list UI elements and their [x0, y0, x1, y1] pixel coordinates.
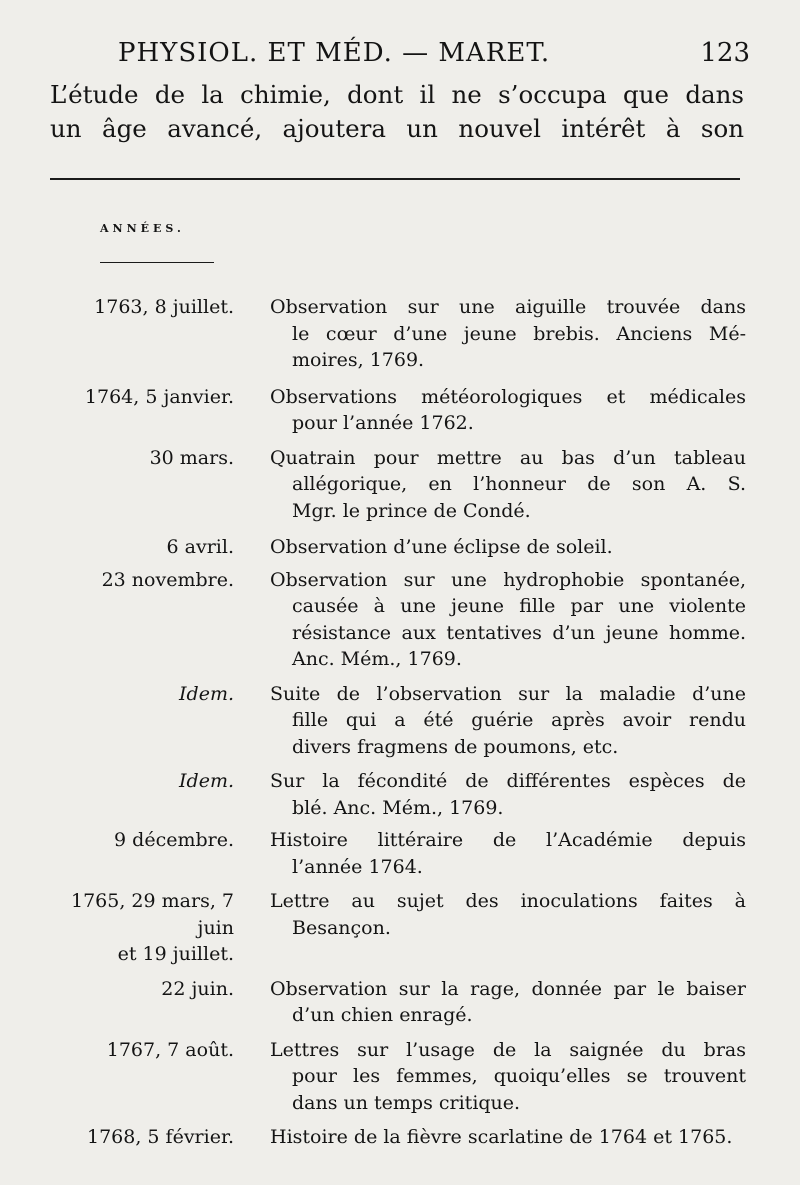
entry-date	[50, 384, 240, 437]
entry-description-line: Observation sur une aiguille trouvée dans	[270, 296, 746, 318]
entry-description-line: Observation d’une éclipse de soleil.	[270, 536, 613, 558]
entry-date	[50, 445, 240, 525]
list-item	[50, 534, 746, 561]
entry-description	[270, 1037, 746, 1117]
entry-date-line: 6 avril.	[166, 536, 234, 558]
section-divider	[50, 178, 740, 180]
entry-date	[50, 976, 240, 1029]
entry-description	[270, 681, 746, 761]
list-item	[50, 888, 746, 968]
intro-line: L’étude de la chimie, dont il ne s’occupa que dans	[50, 80, 744, 109]
entry-description-line: Suite de l’observation sur la maladie d’une	[270, 682, 746, 705]
entry-date-line: 22 juin.	[161, 977, 234, 1000]
entry-description-line: l’année 1764.	[292, 855, 423, 878]
intro-paragraph	[50, 78, 744, 146]
entry-description-line: fille qui a été guérie après avoir rendu	[292, 709, 746, 731]
entry-description-line: dans un temps critique.	[292, 1091, 521, 1114]
entry-date-line: 23 novembre.	[101, 568, 234, 591]
list-item	[50, 294, 746, 374]
entry-date	[50, 1037, 240, 1117]
entry-description-line: le cœur d’une jeune brebis. Anciens Mé-	[292, 322, 746, 345]
entry-description	[270, 1124, 746, 1151]
entry-date-line: et 19 juillet.	[117, 943, 234, 965]
entry-description-line: pour l’année 1762.	[292, 412, 474, 434]
running-header	[118, 38, 750, 68]
entry-description-line: divers fragmens de poumons, etc.	[292, 735, 619, 758]
entry-date	[50, 768, 240, 821]
list-item	[50, 384, 746, 437]
entry-description-line: Besançon.	[292, 916, 391, 939]
entry-description-line: Observations météorologiques et médicales	[270, 385, 746, 408]
list-item	[50, 768, 746, 821]
entry-date	[50, 827, 240, 880]
entry-description-line: moires, 1769.	[292, 349, 425, 371]
page-number: 123	[700, 38, 750, 68]
entry-description-line: Sur la fécondité de différentes espèces de	[270, 770, 746, 792]
entry-date-line: 1764, 5 janvier.	[84, 385, 234, 408]
entry-description	[270, 567, 746, 673]
list-item	[50, 567, 746, 673]
entry-description-line: d’un chien enragé.	[292, 1004, 473, 1026]
entry-date	[50, 1124, 240, 1151]
entry-description	[270, 534, 746, 561]
list-item	[50, 1124, 746, 1151]
entry-description	[270, 294, 746, 374]
entry-description-line: pour les femmes, quoiqu’elles se trouvent	[292, 1065, 746, 1087]
entry-description-line: Quatrain pour mettre au bas d’un tableau	[270, 446, 746, 469]
list-item	[50, 445, 746, 525]
entry-date-line: Idem.	[179, 770, 234, 792]
entry-description-line: Histoire de la fièvre scarlatine de 1764 et 1765.	[270, 1126, 733, 1148]
entry-description-line: Anc. Mém., 1769.	[292, 648, 462, 670]
entry-description-line: Mgr. le prince de Condé.	[292, 499, 531, 522]
entry-description	[270, 384, 746, 437]
entry-description-line: Observation sur la rage, donnée par le baiser	[270, 977, 746, 1000]
entry-date-line: 30 mars.	[149, 446, 234, 469]
entry-description	[270, 976, 746, 1029]
entry-description-line: Lettres sur l’usage de la saignée du bras	[270, 1038, 746, 1061]
list-item	[50, 827, 746, 880]
entry-date-line: 9 décembre.	[114, 829, 234, 851]
entry-description-line: Lettre au sujet des inoculations faites à	[270, 890, 746, 912]
entry-description-line: Histoire littéraire de l’Académie depuis	[270, 829, 746, 851]
intro-line: un âge avancé, ajoutera un nouvel intérêt à son	[50, 114, 744, 143]
bibliography-list	[50, 286, 746, 1151]
entry-description-line: allégorique, en l’honneur de son A. S.	[292, 473, 746, 495]
entry-date	[50, 681, 240, 761]
entry-date	[50, 888, 240, 968]
entry-date	[50, 567, 240, 673]
entry-description	[270, 445, 746, 525]
column-header-rule	[100, 262, 214, 263]
entry-date	[50, 294, 240, 374]
entry-date	[50, 534, 240, 561]
entry-description-line: causée à une jeune fille par une violente	[292, 595, 746, 617]
column-header-annees: ANNÉES.	[100, 222, 185, 235]
entry-date-line: 1765, 29 mars, 7 juin	[71, 890, 234, 939]
entry-description-line: Observation sur une hydrophobie spontanée,	[270, 568, 746, 591]
entry-description	[270, 888, 746, 968]
entry-date-line: Idem.	[179, 682, 234, 705]
entry-description-line: résistance aux tentatives d’un jeune homme.	[292, 621, 746, 644]
list-item	[50, 976, 746, 1029]
entry-date-line: 1768, 5 février.	[86, 1126, 234, 1148]
entry-description	[270, 768, 746, 821]
entry-date-line: 1767, 7 août.	[106, 1038, 234, 1061]
entry-description-line: blé. Anc. Mém., 1769.	[292, 796, 504, 819]
entry-description	[270, 827, 746, 880]
running-title: PHYSIOL. ET MÉD. — MARET.	[118, 38, 551, 68]
entry-date-line: 1763, 8 juillet.	[94, 296, 234, 318]
list-item	[50, 1037, 746, 1117]
list-item	[50, 681, 746, 761]
